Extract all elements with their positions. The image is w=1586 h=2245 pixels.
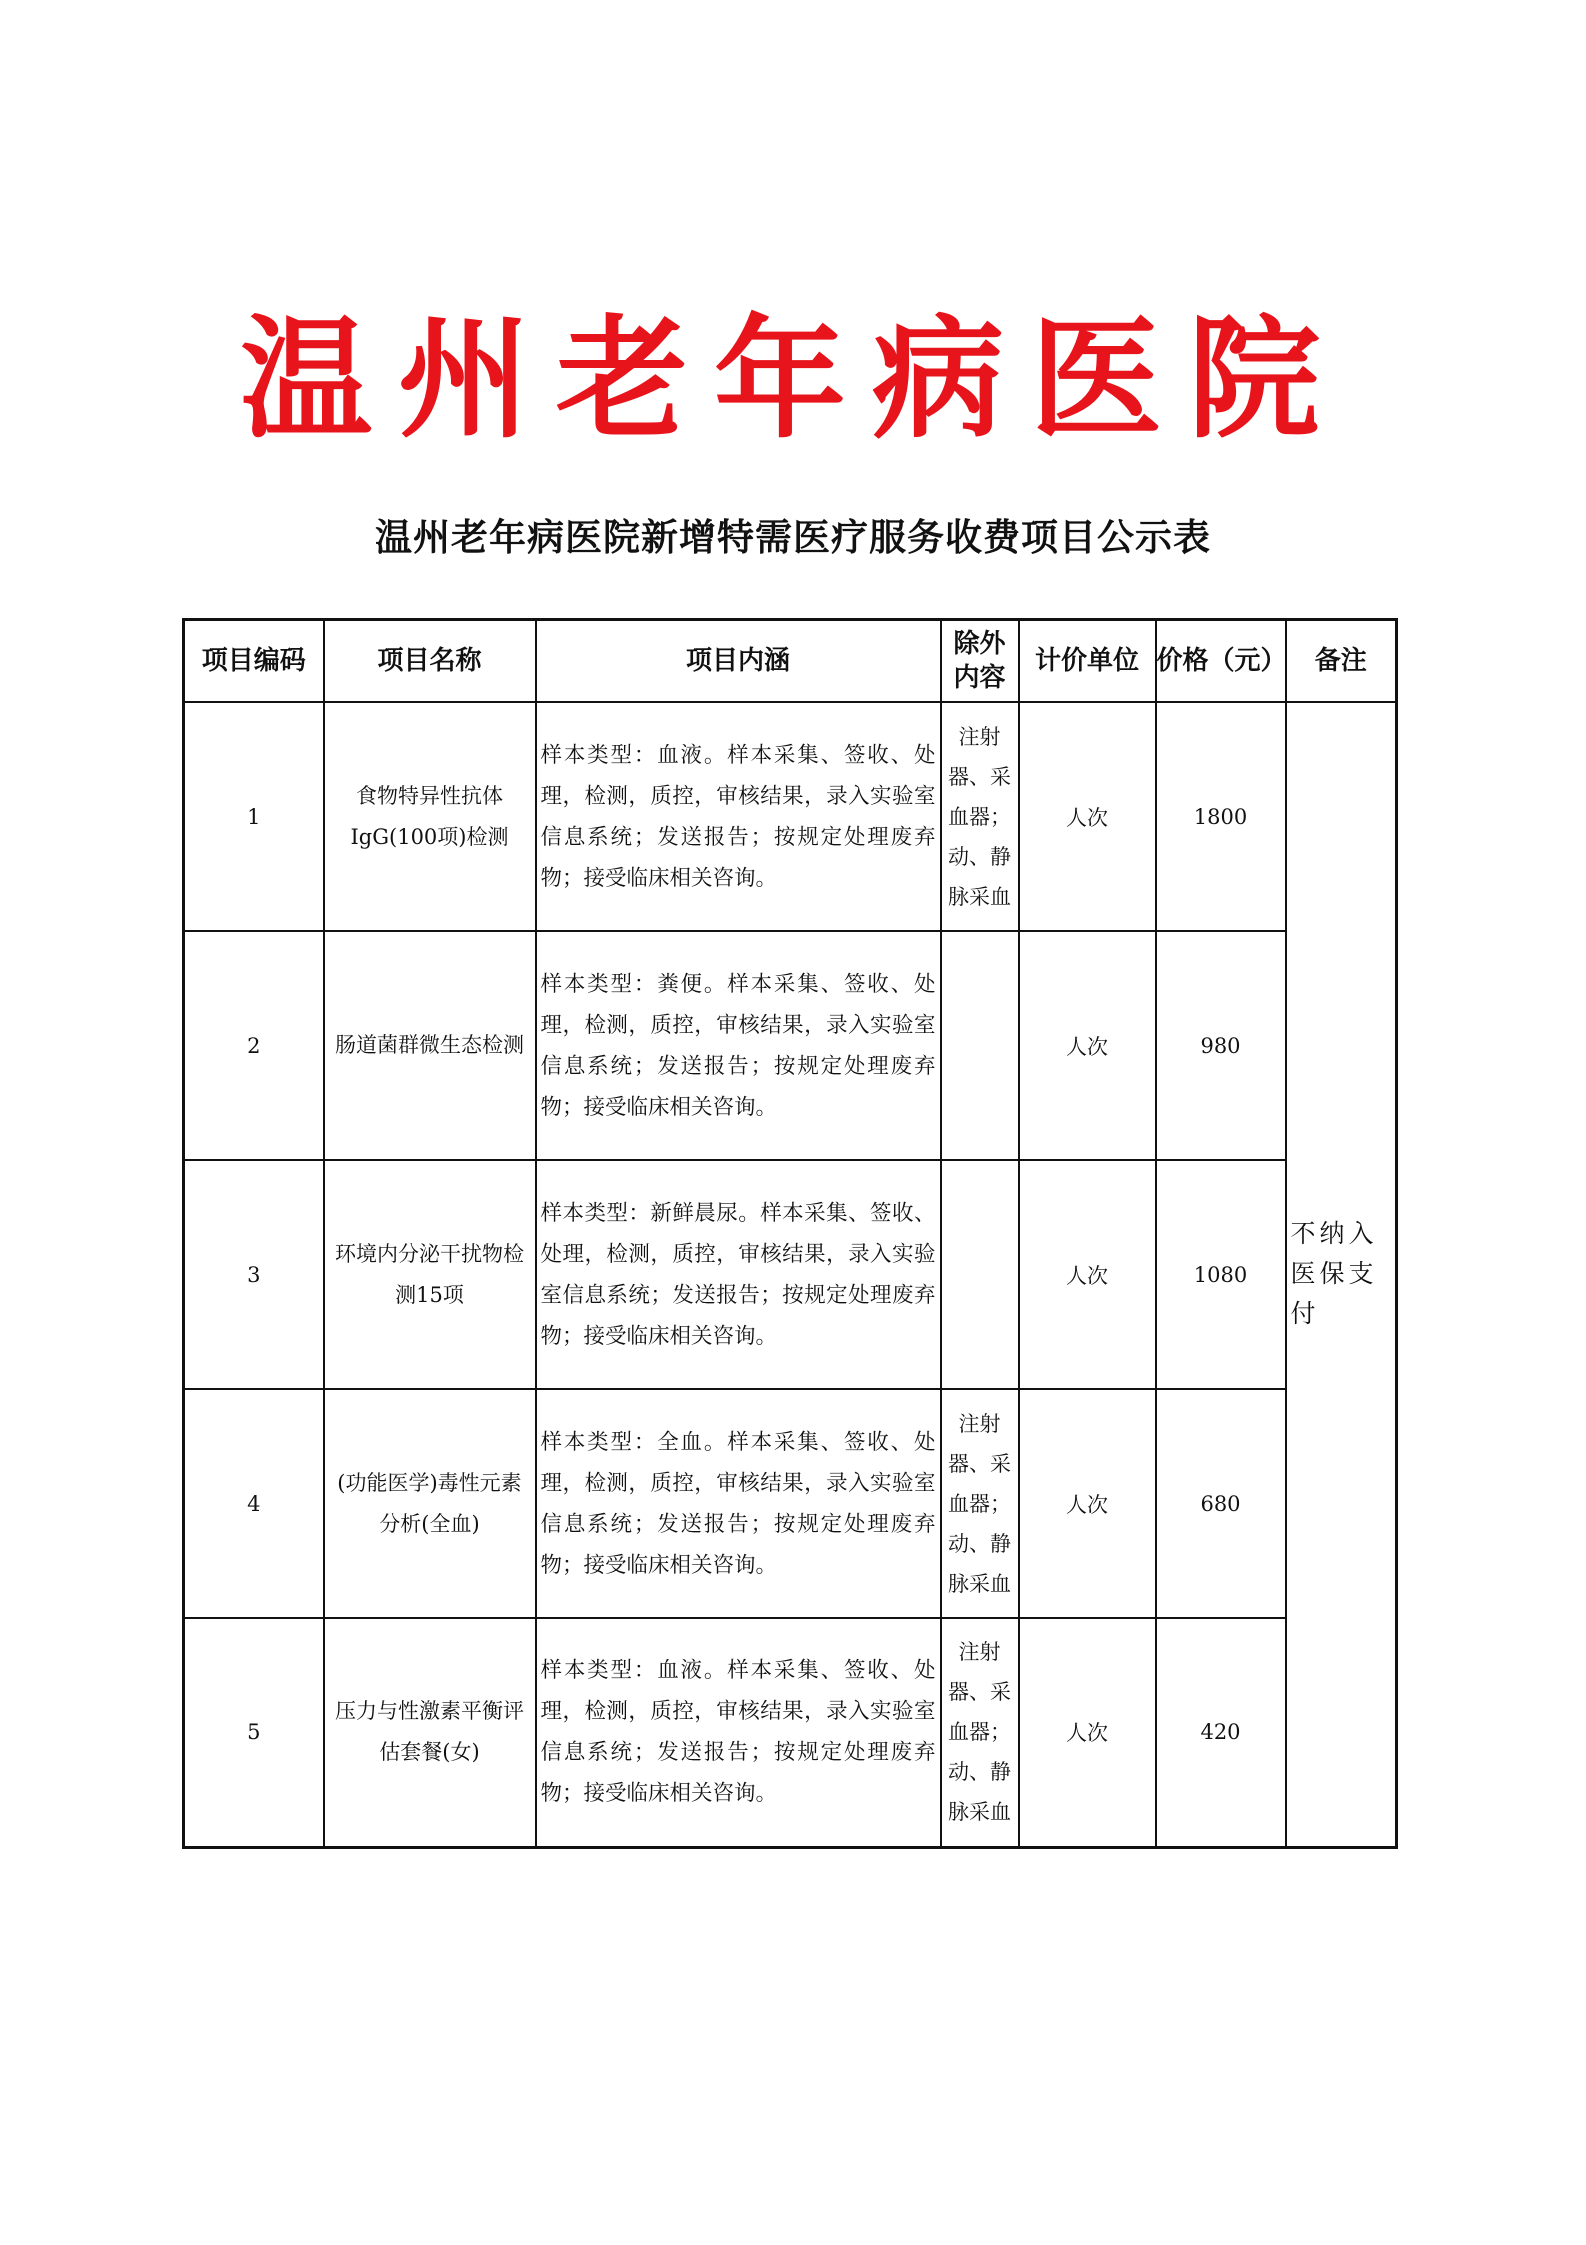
cell-exclude: 注射器、采血器；动、静脉采血 <box>941 702 1019 931</box>
cell-exclude: 注射器、采血器；动、静脉采血 <box>941 1389 1019 1618</box>
cell-code: 5 <box>184 1618 324 1847</box>
cell-name: 环境内分泌干扰物检测15项 <box>324 1160 536 1389</box>
cell-name: 食物特异性抗体IgG(100项)检测 <box>324 702 536 931</box>
cell-price: 980 <box>1156 931 1286 1160</box>
cell-code: 3 <box>184 1160 324 1389</box>
cell-unit: 人次 <box>1019 702 1156 931</box>
header-price: 价格（元） <box>1156 620 1286 703</box>
cell-price: 1080 <box>1156 1160 1286 1389</box>
header-name: 项目名称 <box>324 620 536 703</box>
cell-unit: 人次 <box>1019 1160 1156 1389</box>
cell-price: 1800 <box>1156 702 1286 931</box>
table-row <box>184 1160 1397 1389</box>
cell-price: 420 <box>1156 1618 1286 1847</box>
cell-exclude <box>941 1160 1019 1389</box>
document-title: 温州老年病医院新增特需医疗服务收费项目公示表 <box>375 516 1211 559</box>
cell-content: 样本类型：新鲜晨尿。样本采集、签收、处理，检测，质控，审核结果，录入实验室信息系统；发送报告；按规定处理废弃物；接受临床相关咨询。 <box>536 1160 941 1389</box>
header-code: 项目编码 <box>184 620 324 703</box>
cell-exclude <box>941 931 1019 1160</box>
header-unit: 计价单位 <box>1019 620 1156 703</box>
cell-code: 1 <box>184 702 324 931</box>
cell-content: 样本类型：全血。样本采集、签收、处理，检测，质控，审核结果，录入实验室信息系统；发送报告；按规定处理废弃物；接受临床相关咨询。 <box>536 1389 941 1618</box>
letterhead <box>0 300 1586 460</box>
cell-exclude: 注射器、采血器；动、静脉采血 <box>941 1618 1019 1847</box>
cell-price: 680 <box>1156 1389 1286 1618</box>
cell-content: 样本类型：粪便。样本采集、签收、处理，检测，质控，审核结果，录入实验室信息系统；发送报告；按规定处理废弃物；接受临床相关咨询。 <box>536 931 941 1160</box>
cell-name: (功能医学)毒性元素分析(全血) <box>324 1389 536 1618</box>
table-row <box>184 1389 1397 1618</box>
table-row <box>184 1618 1397 1847</box>
cell-unit: 人次 <box>1019 1389 1156 1618</box>
table-row <box>184 931 1397 1160</box>
cell-code: 4 <box>184 1389 324 1618</box>
letterhead-text: 温州老年病医院 <box>240 302 1346 457</box>
header-row <box>184 620 1397 703</box>
cell-unit: 人次 <box>1019 1618 1156 1847</box>
fee-table <box>182 618 1398 1849</box>
cell-content: 样本类型：血液。样本采集、签收、处理，检测，质控，审核结果，录入实验室信息系统；发送报告；按规定处理废弃物；接受临床相关咨询。 <box>536 1618 941 1847</box>
cell-name: 肠道菌群微生态检测 <box>324 931 536 1160</box>
header-content: 项目内涵 <box>536 620 941 703</box>
cell-content: 样本类型：血液。样本采集、签收、处理，检测，质控，审核结果，录入实验室信息系统；发送报告；按规定处理废弃物；接受临床相关咨询。 <box>536 702 941 931</box>
cell-unit: 人次 <box>1019 931 1156 1160</box>
header-exclude: 除外内容 <box>941 620 1019 703</box>
cell-code: 2 <box>184 931 324 1160</box>
header-remark: 备注 <box>1286 620 1397 703</box>
cell-remark: 不纳入医保支付 <box>1286 702 1397 1847</box>
table-row <box>184 702 1397 931</box>
cell-name: 压力与性激素平衡评估套餐(女) <box>324 1618 536 1847</box>
